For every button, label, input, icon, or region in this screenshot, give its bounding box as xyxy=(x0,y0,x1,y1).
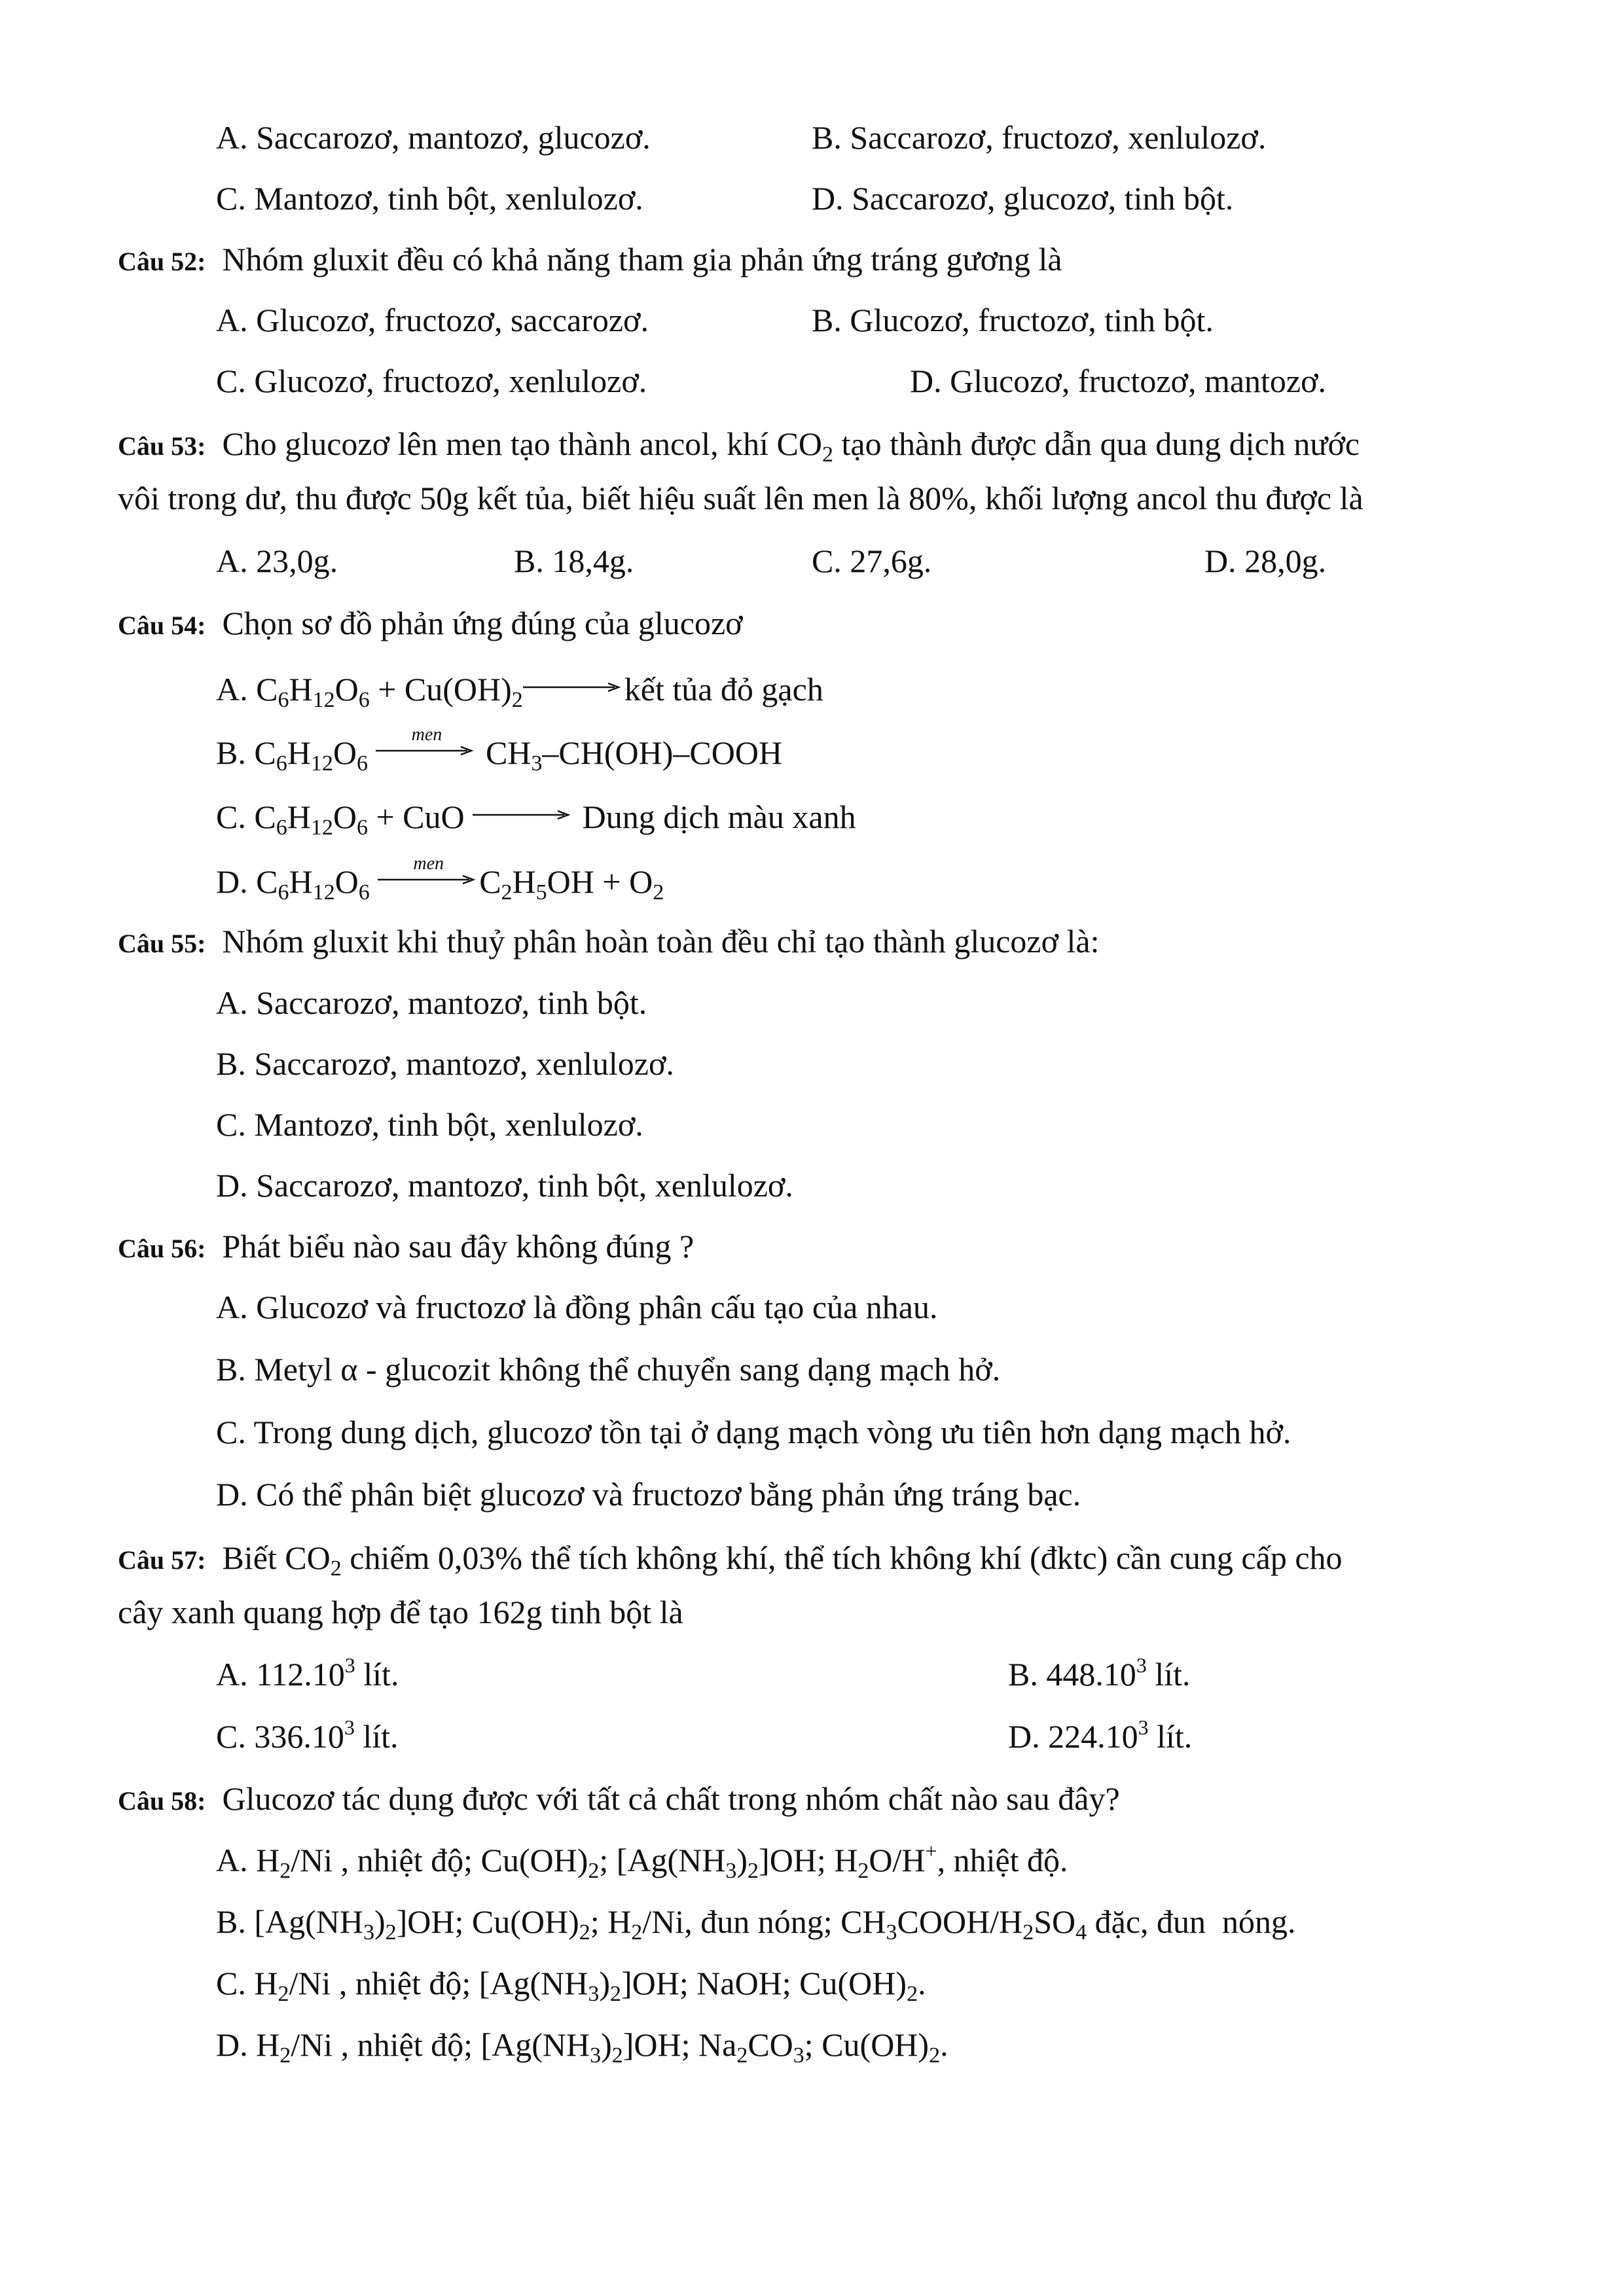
q53-option-d: D. 28,0g. xyxy=(1204,543,1327,579)
question-text: Chọn sơ đồ phản ứng đúng của glucozơ xyxy=(222,605,743,641)
arrow-condition: men xyxy=(411,725,442,745)
q56-option-d: D. Có thể phân biệt glucozơ và fructozơ bằng phản ứng tráng bạc. xyxy=(216,1476,1081,1513)
question-57-line-2: cây xanh quang hợp để tạo 162g tinh bột là xyxy=(118,1594,683,1630)
question-text: Nhóm gluxit khi thuỷ phân hoàn toàn đều chỉ tạo thành glucozơ là: xyxy=(222,923,1100,960)
q51-option-d: D. Saccarozơ, glucozơ, tinh bột. xyxy=(812,180,1234,217)
q57-option-b: B. 448.10$^3$ lít. xyxy=(1008,1653,1191,1693)
option-label: A. xyxy=(216,671,248,708)
q58-option-b: B. $[Ag(NH_3)_2]OH$; $Cu(OH)_2$; $H_2/Ni$, đun nóng; $CH_3COOH/H_2SO_4$ đặc, đun nóng. xyxy=(216,1903,1296,1945)
q51-option-c: C. Mantozơ, tinh bột, xenlulozơ. xyxy=(216,180,643,217)
question-54 xyxy=(118,603,743,645)
reaction-product: kết tủa đỏ gạch xyxy=(624,671,823,708)
reaction-arrow-icon xyxy=(473,794,574,831)
question-56 xyxy=(118,1227,694,1268)
subscript: 2 xyxy=(821,442,833,467)
question-text-tail: chiếm 0,03% thể tích không khí, thể tích không khí (đktc) cần cung cấp cho xyxy=(341,1539,1343,1576)
q54-option-c: C. $C_6H_{12}O_6$ + CuO Dung dịch màu xanh xyxy=(216,794,856,836)
q53-option-a: A. 23,0g. xyxy=(216,543,338,579)
question-number: Câu 56: xyxy=(118,1234,206,1263)
q55-option-d: D. Saccarozơ, mantozơ, tinh bột, xenlulozơ. xyxy=(216,1167,793,1204)
q51-option-b: B. Saccarozơ, fructozơ, xenlulozơ. xyxy=(812,119,1267,156)
question-number: Câu 58: xyxy=(118,1786,206,1816)
question-text-tail: tạo thành được dẫn qua dung dịch nước xyxy=(833,425,1360,462)
question-57-line-1 xyxy=(118,1538,1343,1580)
question-number: Câu 55: xyxy=(118,929,206,958)
question-58 xyxy=(118,1779,1120,1821)
q54-option-d: D. $C_6H_{12}O_6$ men $C_2H_5OH + O_2$ xyxy=(216,853,664,905)
q56-option-c: C. Trong dung dịch, glucozơ tồn tại ở dạng mạch vòng ưu tiên hơn dạng mạch hở. xyxy=(216,1414,1291,1450)
option-label: D. xyxy=(216,863,248,900)
q51-option-a: A. Saccarozơ, mantozơ, glucozơ. xyxy=(216,119,651,156)
q55-option-c: C. Mantozơ, tinh bột, xenlulozơ. xyxy=(216,1106,643,1143)
question-55 xyxy=(118,922,1100,963)
question-53-line-1 xyxy=(118,424,1360,466)
arrow-condition: men xyxy=(413,853,444,874)
reaction-arrow-icon xyxy=(523,666,624,703)
reaction-arrow-icon xyxy=(378,853,479,895)
q53-option-b: B. 18,4g. xyxy=(514,543,634,579)
reaction-product: Dung dịch màu xanh xyxy=(582,798,856,835)
question-text: Nhóm gluxit đều có khả năng tham gia phản ứng tráng gương là xyxy=(222,241,1062,278)
question-text: Biết CO xyxy=(222,1539,331,1576)
q55-option-a: A. Saccarozơ, mantozơ, tinh bột. xyxy=(216,984,647,1021)
q55-option-b: B. Saccarozơ, mantozơ, xenlulozơ. xyxy=(216,1045,674,1082)
question-text: Phát biểu nào sau đây không đúng ? xyxy=(222,1228,695,1265)
subscript: 2 xyxy=(330,1556,342,1581)
reaction-arrow-icon xyxy=(376,725,477,766)
question-number: Câu 53: xyxy=(118,431,206,461)
question-text: Glucozơ tác dụng được với tất cả chất trong nhóm chất nào sau đây? xyxy=(222,1780,1120,1817)
q54-option-a: A. $C_6H_{12}O_6 + Cu(OH)_2$ kết tủa đỏ gạch xyxy=(216,666,823,709)
q57-option-d: D. 224.10$^3$ lít. xyxy=(1008,1715,1193,1755)
q56-option-a: A. Glucozơ và fructozơ là đồng phân cấu tạo của nhau. xyxy=(216,1289,938,1325)
option-label: C. xyxy=(216,798,246,835)
q58-option-a: A. $H_2/Ni$ , nhiệt độ; $Cu(OH)_2$; $[Ag(NH_3)_2]OH$; $H_2O/H^+$, nhiệt độ. xyxy=(216,1839,1068,1883)
question-52 xyxy=(118,240,1062,281)
q58-option-c: C. $H_2/Ni$ , nhiệt độ; $[Ag(NH_3)_2]OH$; NaOH; $Cu(OH)_2$. xyxy=(216,1965,926,2006)
q52-option-d: D. Glucozơ, fructozơ, mantozơ. xyxy=(910,363,1327,399)
option-label: B. xyxy=(216,734,246,771)
q52-option-c: C. Glucozơ, fructozơ, xenlulozơ. xyxy=(216,363,647,399)
q52-option-b: B. Glucozơ, fructozơ, tinh bột. xyxy=(812,302,1214,338)
q57-option-a: A. 112.10$^3$ lít. xyxy=(216,1653,399,1693)
q53-option-c: C. 27,6g. xyxy=(812,543,932,579)
question-number: Câu 54: xyxy=(118,611,206,640)
q52-option-a: A. Glucozơ, fructozơ, saccarozơ. xyxy=(216,302,649,338)
q56-option-b: B. Metyl α - glucozit không thể chuyển sang dạng mạch hở. xyxy=(216,1351,1001,1388)
question-number: Câu 52: xyxy=(118,247,206,276)
q57-option-c: C. 336.10$^3$ lít. xyxy=(216,1715,399,1755)
question-text: Cho glucozơ lên men tạo thành ancol, khí CO xyxy=(222,425,822,462)
q54-option-b: B. $C_6H_{12}O_6$ men $CH_3-CH(OH)$–COOH xyxy=(216,725,783,776)
q58-option-d: D. $H_2/Ni$ , nhiệt độ; $[Ag(NH_3)_2]OH$; $Na_2CO_3$; $Cu(OH)_2$. xyxy=(216,2026,948,2068)
question-53-line-2: vôi trong dư, thu được 50g kết tủa, biết hiệu suất lên men là 80%, khối lượng ancol thu được là xyxy=(118,480,1363,516)
question-number: Câu 57: xyxy=(118,1545,206,1575)
